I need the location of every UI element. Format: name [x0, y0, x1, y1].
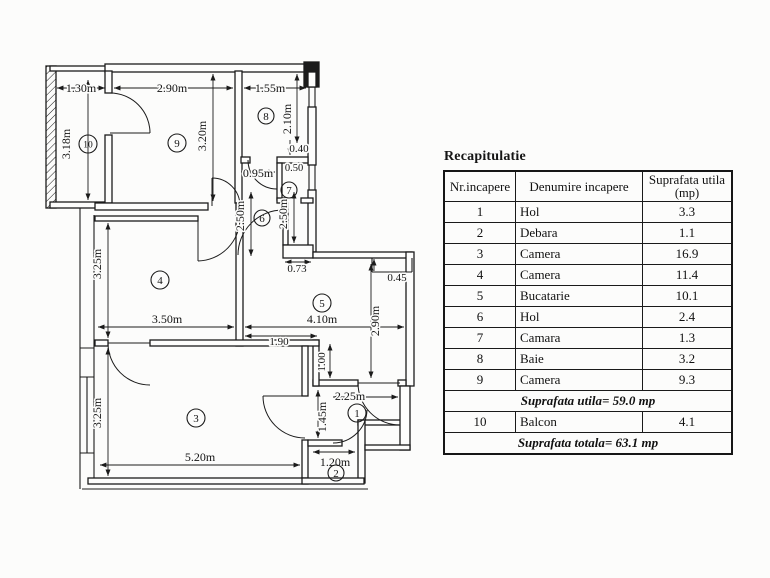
- cell-nr: 2: [444, 222, 516, 243]
- table-row: [444, 285, 732, 306]
- cell-nr: 7: [444, 327, 516, 348]
- svg-text:4: 4: [157, 275, 163, 287]
- table-row: [444, 369, 732, 390]
- svg-text:1: 1: [354, 408, 360, 420]
- cell-area: 3.2: [643, 348, 733, 369]
- dim-0-50: 0.50: [284, 163, 304, 174]
- cell-name: Camara: [516, 327, 643, 348]
- cell-name: Baie: [516, 348, 643, 369]
- cell-name: Bucatarie: [516, 285, 643, 306]
- dim-1-90: 1.90: [269, 336, 289, 348]
- room-number-1: [348, 404, 366, 422]
- cell-nr: 3: [444, 243, 516, 264]
- svg-text:9: 9: [174, 138, 180, 150]
- room-number-8: [258, 108, 274, 124]
- dim-1-20m: 1.20m: [319, 455, 351, 469]
- cell-nr: 10: [444, 411, 516, 432]
- cell-area: 11.4: [643, 264, 733, 285]
- cell-area: 16.9: [643, 243, 733, 264]
- room-number-6: [254, 210, 270, 226]
- svg-text:7: 7: [286, 185, 292, 197]
- dim-0-95m: 0.95m: [242, 166, 274, 180]
- dim-0-73: 0.73: [287, 263, 307, 275]
- dim-2-25m: 2.25m: [334, 389, 366, 403]
- dim-1-55m: 1.55m: [254, 81, 286, 95]
- balcony-hatched-wall: [46, 66, 56, 208]
- room-number-3: [187, 409, 205, 427]
- table-row: [444, 306, 732, 327]
- table-row: [444, 327, 732, 348]
- subtotal-cell: Suprafata utila= 59.0 mp: [444, 390, 732, 411]
- table-row: [444, 222, 732, 243]
- cell-nr: 8: [444, 348, 516, 369]
- dim-0-40: 0.40: [289, 143, 309, 155]
- floor-plan-area: [40, 55, 430, 505]
- cell-name: Camera: [516, 369, 643, 390]
- header-row: [444, 171, 732, 201]
- dim-2-10m: 2.10m: [280, 103, 294, 135]
- cell-name: Hol: [516, 306, 643, 327]
- recap-table: [443, 170, 733, 455]
- recap-title: Recapitulatie: [444, 149, 526, 164]
- col-header-nr: Nr.incapere: [444, 171, 516, 201]
- room-number-9: [168, 134, 186, 152]
- cell-area: 9.3: [643, 369, 733, 390]
- dim-2-90m: 2.90m: [156, 81, 188, 95]
- dim-2-50m-left: 2.50m: [233, 200, 247, 232]
- svg-text:6: 6: [259, 213, 265, 225]
- cell-name: Hol: [516, 201, 643, 222]
- table-row: [444, 348, 732, 369]
- dim-5-20m: 5.20m: [184, 450, 216, 464]
- cell-nr: 5: [444, 285, 516, 306]
- table-row: [444, 264, 732, 285]
- dim-2-90m-kitchen: 2.90m: [368, 305, 382, 337]
- recap-section: [443, 149, 733, 455]
- cell-name: Debara: [516, 222, 643, 243]
- cell-nr: 1: [444, 201, 516, 222]
- col-header-area-line1: Suprafata utila: [648, 172, 726, 187]
- dim-3-25m-room3: 3.25m: [90, 397, 104, 429]
- dim-1-30m: 1.30m: [65, 81, 97, 95]
- total-cell: Suprafata totala= 63.1 mp: [444, 432, 732, 454]
- dim-2-50m-right: 2.50m: [276, 198, 290, 230]
- cell-area: 2.4: [643, 306, 733, 327]
- room-number-7: [281, 182, 297, 198]
- table-row: [444, 201, 732, 222]
- dim-1-00: 1.00: [316, 352, 328, 372]
- floor-plan-drawing: [40, 55, 430, 505]
- cell-nr: 6: [444, 306, 516, 327]
- dim-3-20m: 3.20m: [195, 120, 209, 152]
- col-header-name: Denumire incapere: [516, 171, 643, 201]
- dim-3-50m: 3.50m: [151, 312, 183, 326]
- cell-name: Balcon: [516, 411, 643, 432]
- cell-name: Camera: [516, 243, 643, 264]
- cell-nr: 9: [444, 369, 516, 390]
- svg-text:3: 3: [193, 413, 199, 425]
- cell-name: Camera: [516, 264, 643, 285]
- cell-area: 1.1: [643, 222, 733, 243]
- cell-area: 1.3: [643, 327, 733, 348]
- dim-1-45m: 1.45m: [315, 401, 329, 433]
- dim-0-45: 0.45: [387, 272, 407, 284]
- dim-3-18m: 3.18m: [59, 128, 73, 160]
- table-row: [444, 243, 732, 264]
- dim-4-10m: 4.10m: [306, 312, 338, 326]
- cell-area: 4.1: [643, 411, 733, 432]
- svg-text:2: 2: [333, 468, 339, 480]
- room-number-5: [313, 294, 331, 312]
- subtotal-row: [444, 390, 732, 411]
- col-header-area-line2: (mp): [674, 185, 700, 200]
- dim-3-25m-room4: 3.25m: [90, 248, 104, 280]
- cell-nr: 4: [444, 264, 516, 285]
- total-row: [444, 432, 732, 454]
- col-header-area: [643, 171, 733, 201]
- svg-text:10: 10: [83, 140, 93, 151]
- room-number-4: [151, 271, 169, 289]
- room-number-2: [328, 465, 344, 481]
- dimension-lines: [57, 74, 404, 476]
- cell-area: 10.1: [643, 285, 733, 306]
- svg-text:8: 8: [263, 111, 269, 123]
- cell-area: 3.3: [643, 201, 733, 222]
- balcony-row: [444, 411, 732, 432]
- svg-text:5: 5: [319, 298, 325, 310]
